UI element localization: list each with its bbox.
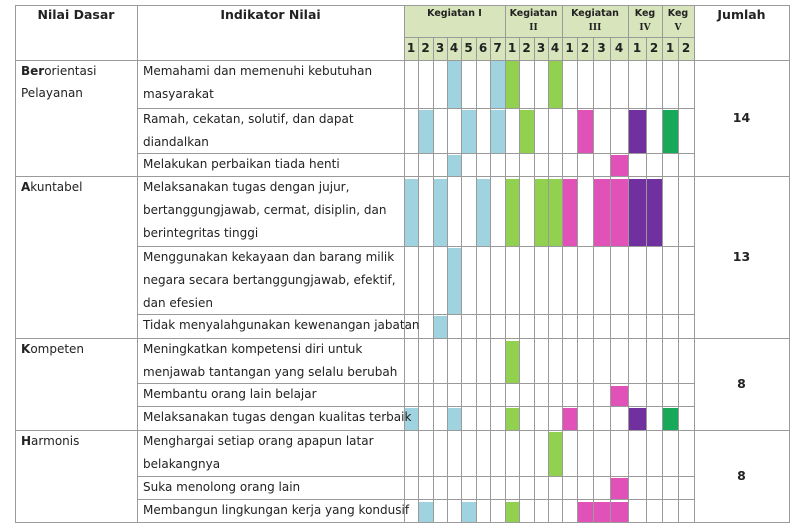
activity-cell-filled xyxy=(663,110,678,153)
table-left-border xyxy=(15,5,16,523)
activity-cell-filled xyxy=(477,179,490,246)
activity-cell-filled xyxy=(611,386,628,406)
nilai-dasar-initial: A xyxy=(21,180,31,194)
grid-line-vertical xyxy=(577,37,578,523)
jumlah-value: 8 xyxy=(737,376,746,391)
activity-cell-filled xyxy=(419,502,433,522)
grid-line-horizontal xyxy=(694,430,790,431)
grid-line-vertical xyxy=(519,37,520,523)
grid-line-horizontal xyxy=(15,522,138,523)
nilai-dasar-name xyxy=(21,180,82,194)
table-top-border xyxy=(15,5,790,6)
indicator-text: dan efesien xyxy=(143,296,213,310)
activity-header-label: V xyxy=(674,23,682,33)
activity-header-label: IV xyxy=(639,23,651,33)
activity-cell-filled xyxy=(629,408,646,430)
nilai-dasar-initial: Ber xyxy=(21,64,45,78)
grid-line-vertical xyxy=(678,37,679,523)
indicator-text: Ramah, cekatan, solutif, dan dapat xyxy=(143,112,354,126)
nilai-dasar-initial: H xyxy=(21,434,32,448)
grid-line-horizontal xyxy=(694,522,790,523)
jumlah-value: 8 xyxy=(737,468,746,483)
indicator-text: Menggunakan kekayaan dan barang milik xyxy=(143,250,395,264)
activity-sub-number: 1 xyxy=(507,41,517,55)
nilai-dasar-name xyxy=(21,342,84,356)
grid-line-horizontal xyxy=(137,383,695,384)
activity-cell-filled xyxy=(611,478,628,499)
grid-line-vertical xyxy=(461,37,462,523)
nilai-dasar-rest: Pelayanan xyxy=(21,86,83,100)
grid-line-vertical xyxy=(505,37,506,523)
activity-sub-number: 4 xyxy=(550,41,560,55)
grid-line-vertical xyxy=(447,37,448,523)
activity-cell-filled xyxy=(448,61,461,108)
activity-header-label: Keg xyxy=(634,8,656,19)
grid-line-vertical xyxy=(534,37,535,523)
activity-cell-filled xyxy=(549,179,562,246)
indicator-text: Membangun lingkungan kerja yang kondusif xyxy=(143,503,410,517)
indicator-text: masyarakat xyxy=(143,87,214,101)
jumlah-value: 14 xyxy=(732,110,751,125)
activity-cell-filled xyxy=(462,110,476,153)
grid-line-vertical xyxy=(433,37,434,523)
activity-cell-filled xyxy=(563,179,577,246)
activity-cell-filled xyxy=(520,110,534,153)
nilai-dasar-rest: ompeten xyxy=(30,342,85,356)
activity-cell-filled xyxy=(594,179,610,246)
activity-sub-number: 4 xyxy=(614,41,624,55)
grid-line-vertical xyxy=(490,37,491,523)
grid-line-horizontal xyxy=(137,476,695,477)
activity-cell-filled xyxy=(491,61,505,108)
activity-sub-number: 2 xyxy=(421,41,430,55)
activity-header-label: Kegiatan xyxy=(509,8,558,19)
indicator-text: bertanggungjawab, cermat, disiplin, dan xyxy=(143,203,387,217)
activity-cell-filled xyxy=(663,408,678,430)
activity-header-label: III xyxy=(588,23,602,33)
activity-cell-filled xyxy=(448,248,461,314)
nilai-dasar-rest: armonis xyxy=(31,434,80,448)
activity-cell-filled xyxy=(448,155,461,176)
activity-cell-filled xyxy=(611,179,628,246)
activity-header-label: Kegiatan xyxy=(571,8,619,19)
activity-cell-filled xyxy=(506,502,519,522)
activity-cell-filled xyxy=(594,502,610,522)
activity-cell-filled xyxy=(491,110,505,153)
grid-line-horizontal xyxy=(137,499,695,500)
activity-cell-filled xyxy=(578,110,593,153)
activity-header-label: Keg xyxy=(667,8,689,19)
grid-line-horizontal xyxy=(137,314,695,315)
activity-sub-number: 3 xyxy=(597,41,606,55)
grid-line-vertical xyxy=(562,37,563,523)
indicator-text: Tidak menyalahgunakan kewenangan jabatan xyxy=(143,318,420,332)
indicator-text: Melaksanakan tugas dengan kualitas terbaik xyxy=(143,410,412,424)
indicator-text: diandalkan xyxy=(143,135,209,149)
grid-line-vertical xyxy=(476,37,477,523)
activity-cell-filled xyxy=(462,502,476,522)
nilai-dasar-name xyxy=(21,86,83,100)
activity-cell-filled xyxy=(535,179,548,246)
nilai-dasar-rest: kuntabel xyxy=(30,180,83,194)
activity-cell-filled xyxy=(629,179,646,246)
activity-cell-filled xyxy=(434,179,447,246)
nilai-dasar-rest: orientasi xyxy=(44,64,97,78)
indicator-text: Melaksanakan tugas dengan jujur, xyxy=(143,180,350,194)
indicator-text: Membantu orang lain belajar xyxy=(143,387,317,401)
nilai-dasar-initial: K xyxy=(21,342,31,356)
activity-sub-number: 4 xyxy=(449,41,459,55)
activity-sub-number: 2 xyxy=(522,41,531,55)
activity-cell-filled xyxy=(563,408,577,430)
grid-line-vertical xyxy=(137,5,138,523)
activity-header-label: Kegiatan I xyxy=(427,8,482,19)
indicator-text: Meningkatkan kompetensi diri untuk xyxy=(143,342,363,356)
activity-sub-number: 1 xyxy=(632,41,642,55)
activity-cell-filled xyxy=(549,432,562,476)
activity-sub-number: 6 xyxy=(478,41,488,55)
activity-cell-filled xyxy=(549,61,562,108)
activity-cell-filled xyxy=(434,316,447,338)
grid-line-horizontal xyxy=(15,430,138,431)
nilai-dasar-name xyxy=(21,434,79,448)
activity-sub-number: 7 xyxy=(493,41,502,55)
grid-line-vertical xyxy=(662,37,663,523)
header-jumlah: Jumlah xyxy=(717,7,766,22)
grid-line-horizontal xyxy=(137,338,695,339)
indicator-text: berintegritas tinggi xyxy=(143,226,259,240)
activity-header-label: II xyxy=(529,23,538,33)
table-right-border xyxy=(789,5,790,523)
grid-line-horizontal xyxy=(137,522,695,523)
jumlah-value: 13 xyxy=(732,249,751,264)
grid-line-vertical xyxy=(418,37,419,523)
grid-line-vertical xyxy=(628,37,629,523)
activity-cell-filled xyxy=(448,408,461,430)
grid-line-vertical xyxy=(694,5,695,523)
grid-line-vertical xyxy=(610,37,611,523)
grid-line-vertical xyxy=(646,37,647,523)
grid-line-horizontal xyxy=(694,338,790,339)
grid-line-horizontal xyxy=(137,430,695,431)
activity-sub-number: 1 xyxy=(665,41,675,55)
grid-line-horizontal xyxy=(137,153,695,154)
activity-cell-filled xyxy=(611,502,628,522)
activity-cell-filled xyxy=(647,179,662,246)
activity-sub-number: 2 xyxy=(681,41,691,55)
activity-cell-filled xyxy=(506,408,519,430)
activity-cell-filled xyxy=(629,110,646,153)
header-bottom-border xyxy=(15,60,790,61)
activity-sub-number: 3 xyxy=(435,41,445,55)
activity-cell-filled xyxy=(506,179,519,246)
indicator-text: Memahami dan memenuhi kebutuhan xyxy=(143,64,373,78)
grid-line-horizontal xyxy=(15,176,138,177)
activity-sub-number: 2 xyxy=(649,41,659,55)
grid-line-horizontal xyxy=(137,246,695,247)
indicator-text: menjawab tantangan yang selalu berubah xyxy=(143,365,398,379)
indicator-text: Menghargai setiap orang apapun latar xyxy=(143,434,374,448)
nilai-dasar-name xyxy=(21,64,96,78)
grid-line-vertical xyxy=(404,5,405,523)
activity-sub-number: 2 xyxy=(580,41,590,55)
activity-cell-filled xyxy=(611,155,628,176)
indicator-text: belakangnya xyxy=(143,457,221,471)
grid-line-vertical xyxy=(548,37,549,523)
indicator-text: Suka menolong orang lain xyxy=(143,480,301,494)
grid-line-horizontal xyxy=(15,338,138,339)
indicator-text: Melakukan perbaikan tiada henti xyxy=(143,157,340,171)
grid-line-horizontal xyxy=(137,176,695,177)
activity-sub-number: 3 xyxy=(536,41,546,55)
activity-cell-filled xyxy=(405,179,418,246)
grid-line-horizontal xyxy=(694,176,790,177)
activity-sub-number: 5 xyxy=(464,41,473,55)
grid-line-vertical xyxy=(593,37,594,523)
header-nilai-dasar: Nilai Dasar xyxy=(37,7,115,22)
activity-cell-filled xyxy=(506,341,519,383)
indicator-text: negara secara bertanggungjawab, efektif, xyxy=(143,273,396,287)
header-indikator-nilai: Indikator Nilai xyxy=(220,7,321,22)
activity-sub-number: 1 xyxy=(565,41,574,55)
activity-cell-filled xyxy=(506,61,519,108)
activity-cell-filled xyxy=(419,110,433,153)
grid-line-horizontal xyxy=(137,108,695,109)
grid-line-horizontal xyxy=(137,406,695,407)
activity-sub-number: 1 xyxy=(406,41,416,55)
activity-cell-filled xyxy=(578,502,593,522)
